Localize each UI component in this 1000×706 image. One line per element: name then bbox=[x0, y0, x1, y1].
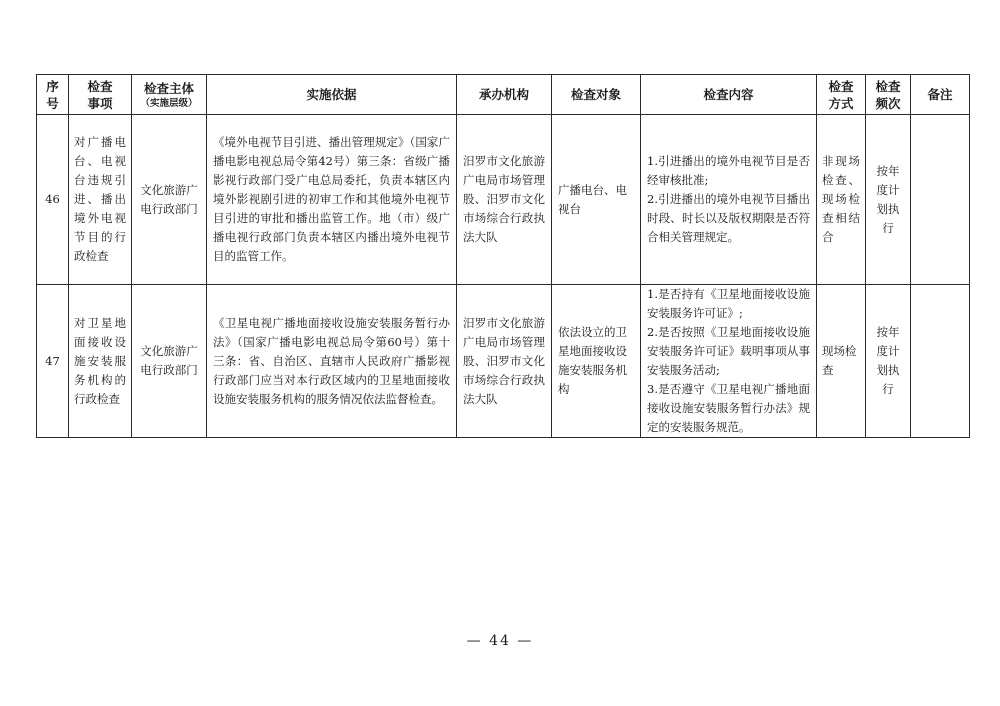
row-target: 广播电台、电视台 bbox=[552, 115, 641, 285]
header-seq-line2: 号 bbox=[46, 95, 59, 111]
header-freq-line2: 频次 bbox=[875, 95, 901, 111]
row-org: 汨罗市文化旅游广电局市场管理股、汨罗市文化市场综合行政执法大队 bbox=[457, 115, 552, 285]
row-remark bbox=[911, 285, 970, 438]
row-basis: 《境外电视节目引进、播出管理规定》（国家广播电影电视总局令第42号）第三条：省级广播影视行政部门受广电总局委托，负责本辖区内境外影视剧引进的初审工作和其他境外电视节目引进的审批和播出监管工作。地（市）级广播电视行政部门负责本辖区内播出境外电视节目的监管工作。 bbox=[207, 115, 457, 285]
table-row bbox=[37, 285, 970, 438]
row-org: 汨罗市文化旅游广电局市场管理股、汨罗市文化市场综合行政执法大队 bbox=[457, 285, 552, 438]
header-seq bbox=[37, 75, 69, 115]
header-target: 检查对象 bbox=[552, 75, 641, 115]
header-org: 承办机构 bbox=[457, 75, 552, 115]
content-item: 3.是否遵守《卫星电视广播地面接收设施安装服务暂行办法》规定的安装服务规范。 bbox=[647, 382, 810, 434]
row-seq: 47 bbox=[37, 285, 69, 438]
row-remark bbox=[911, 115, 970, 285]
row-item: 对广播电台、电视台违规引进、播出境外电视节目的行政检查 bbox=[69, 115, 132, 285]
header-item bbox=[69, 75, 132, 115]
row-basis: 《卫星电视广播地面接收设施安装服务暂行办法》（国家广播电影电视总局令第60号）第十三条：省、自治区、直辖市人民政府广播影视行政部门应当对本行政区域内的卫星地面接收设施安装服务机构的服务情况依法监督检查。 bbox=[207, 285, 457, 438]
table-header-row bbox=[37, 75, 970, 115]
header-freq-line1: 检查 bbox=[875, 78, 901, 94]
header-subject bbox=[132, 75, 207, 115]
header-method-line2: 方式 bbox=[828, 95, 854, 111]
row-method: 现场检查 bbox=[817, 285, 866, 438]
header-seq-line1: 序 bbox=[46, 78, 59, 94]
row-target: 依法设立的卫星地面接收设施安装服务机构 bbox=[552, 285, 641, 438]
content-item: 1.是否持有《卫星地面接收设施安装服务许可证》; bbox=[647, 287, 810, 320]
content-item: 2.是否按照《卫星地面接收设施安装服务许可证》载明事项从事安装服务活动; bbox=[647, 325, 810, 377]
header-content: 检查内容 bbox=[641, 75, 817, 115]
content-item: 2.引进播出的境外电视节目播出时段、时长以及版权期限是否符合相关管理规定。 bbox=[647, 192, 810, 244]
row-item: 对卫星地面接收设施安装服务机构的行政检查 bbox=[69, 285, 132, 438]
row-seq: 46 bbox=[37, 115, 69, 285]
header-method bbox=[817, 75, 866, 115]
header-item-line1: 检查 bbox=[87, 78, 113, 94]
row-subject: 文化旅游广电行政部门 bbox=[132, 115, 207, 285]
row-freq: 按年度计划执行 bbox=[866, 285, 911, 438]
header-subject-label: 检查主体 bbox=[143, 80, 194, 96]
inspection-table bbox=[36, 74, 970, 438]
row-method: 非现场检查、现场检查相结合 bbox=[817, 115, 866, 285]
header-method-line1: 检查 bbox=[828, 78, 854, 94]
header-remark: 备注 bbox=[911, 75, 970, 115]
content-item: 1.引进播出的境外电视节目是否经审核批准; bbox=[647, 154, 810, 187]
table-row bbox=[37, 115, 970, 285]
row-content bbox=[641, 115, 817, 285]
header-basis: 实施依据 bbox=[207, 75, 457, 115]
row-freq: 按年度计划执行 bbox=[866, 115, 911, 285]
header-subject-sub: （实施层级） bbox=[140, 97, 198, 109]
row-subject: 文化旅游广电行政部门 bbox=[132, 285, 207, 438]
page-number: — 44 — bbox=[466, 633, 534, 649]
header-item-line2: 事项 bbox=[87, 95, 113, 111]
header-freq bbox=[866, 75, 911, 115]
row-content bbox=[641, 285, 817, 438]
